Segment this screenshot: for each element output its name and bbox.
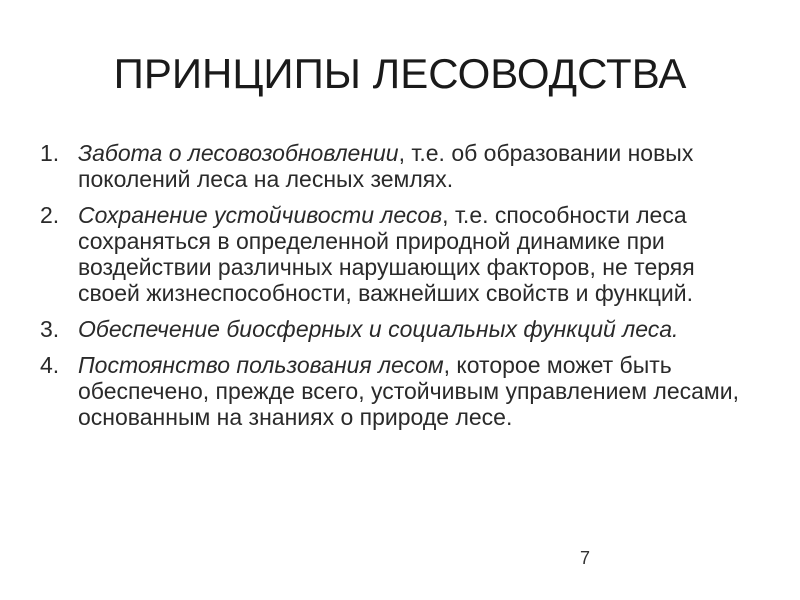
list-item — [40, 202, 740, 306]
item-text — [78, 202, 740, 306]
item-text — [78, 352, 740, 430]
item-emphasis: Забота о лесовозобновлении — [78, 140, 399, 166]
page-number: 7 — [579, 548, 590, 568]
item-number: 4. — [40, 352, 60, 378]
item-number: 3. — [40, 316, 60, 342]
slide-title: ПРИНЦИПЫ ЛЕСОВОДСТВА — [113, 50, 687, 97]
item-rest: , т.е. об образовании новых поколений леса на лесных землях. — [78, 140, 694, 192]
item-text — [78, 140, 740, 192]
list-item — [40, 140, 740, 192]
list-item — [40, 352, 740, 430]
item-text — [78, 316, 740, 342]
list-item — [40, 316, 740, 342]
item-number: 2. — [40, 202, 60, 228]
item-emphasis: Сохранение устойчивости лесов — [78, 202, 443, 228]
item-emphasis: Постоянство пользования лесом — [78, 352, 444, 378]
item-rest: , т.е. способности леса сохраняться в определенной природной динамике при воздействии различных нарушающих факторов, не теряя своей жизнеспособности, важнейших свойств и функций. — [78, 202, 695, 306]
item-rest: , которое может быть обеспечено, прежде всего, устойчивым управлением лесами, основанным на знаниях о природе лесе. — [78, 352, 739, 430]
item-emphasis: Обеспечение биосферных и социальных функций леса. — [78, 316, 679, 342]
item-number: 1. — [40, 140, 60, 166]
principles-list — [40, 140, 740, 440]
